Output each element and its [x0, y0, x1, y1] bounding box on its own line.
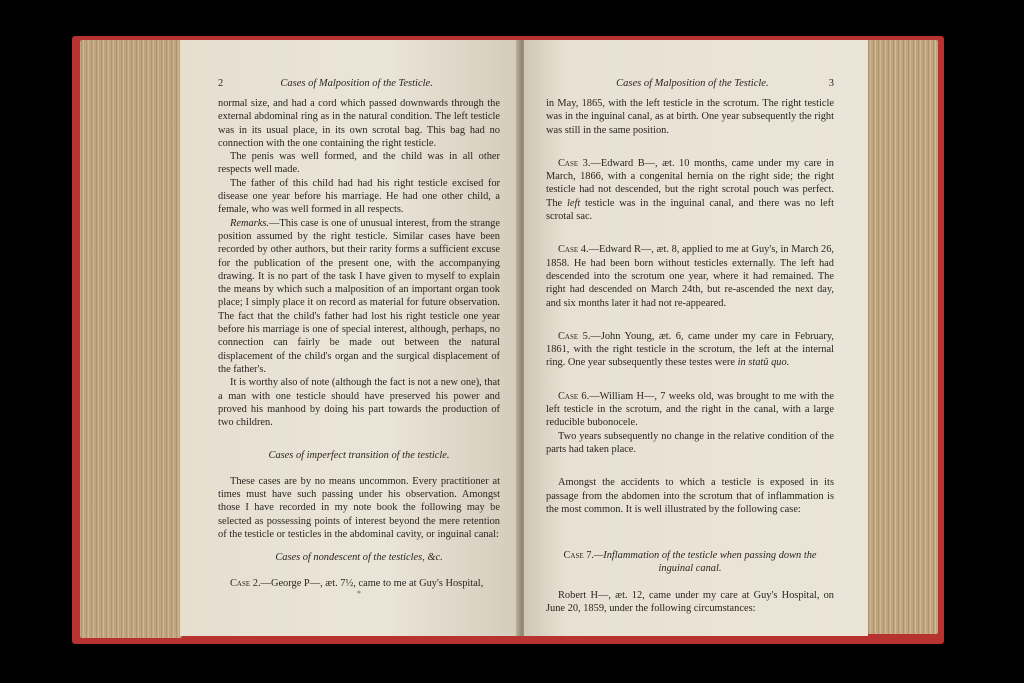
right-running-title: Cases of Malposition of the Testicle. — [616, 78, 769, 89]
case-paragraph — [546, 330, 834, 370]
right-page-number: 3 — [828, 78, 834, 89]
case-title: —Inflammation of the testicle when passing down the inguinal canal. — [594, 550, 817, 575]
case-label: Case 7. — [563, 550, 594, 562]
paragraph: These cases are by no means uncommon. Every practitioner at times must have such passing under his observation. Amongst those I have recorded in my note book the following may be selected as possessing points of interest beyond the mere retention of the testicle or testicles in the abdominal cavity, or inguinal canal: — [218, 475, 500, 540]
case-text-italic: left — [566, 197, 581, 209]
paragraph: Two years subsequently no change in the relative condition of the parts had taken place. — [546, 430, 834, 455]
paragraph: The penis was well formed, and the child was in all other respects well made. — [218, 151, 500, 176]
case-paragraph — [546, 243, 834, 309]
right-page — [524, 40, 868, 636]
right-page-body — [546, 97, 834, 615]
remarks-paragraph — [218, 217, 500, 377]
case-label: Case 6. — [558, 390, 590, 402]
case-label: Case 4. — [558, 244, 589, 256]
remarks-lead: Remarks. — [230, 217, 269, 229]
case-text: —Edward B—, æt. 10 months, came under my care in March, 1866, with a congenital hernia on the right side; the right testicle had not descended, but the right scrotal pouch was perfect. The — [546, 157, 834, 209]
right-running-head — [546, 78, 834, 89]
case-text: —John Young, æt. 6, came under my care in February, 1861, with the right testicle in the scrotum, the left at the internal ring. One year subsequently these testes were — [546, 330, 834, 369]
left-running-head — [218, 78, 500, 89]
case-label: Case 3. — [558, 157, 591, 169]
signature-mark: * — [357, 588, 361, 598]
case-paragraph — [546, 390, 834, 430]
case-label: Case 5. — [558, 330, 591, 342]
page-edges-left — [80, 40, 182, 638]
left-page — [180, 40, 520, 636]
paragraph: The father of this child had had his right testicle excised for disease one year before his marriage. He had one other child, a female, who was well formed in all respects. — [218, 177, 500, 216]
case-paragraph — [218, 577, 500, 590]
paragraph: in May, 1865, with the left testicle in the scrotum. The right testicle was in the inguinal canal, as at birth. One year subsequently the right was still in the same position. — [546, 98, 834, 136]
case-text: —George P—, æt. 7½, came to me at Guy's Hospital, — [260, 577, 484, 589]
case-text-italic: in statû quo. — [737, 357, 790, 369]
case-text: testicle was in the inguinal canal, and there was no left scrotal sac. — [546, 197, 834, 223]
paragraph: Robert H—, æt. 12, came under my care at Guy's Hospital, on June 20, 1859, under the following circumstances: — [546, 589, 834, 615]
left-page-body — [218, 97, 500, 598]
left-page-number: 2 — [218, 78, 224, 89]
section-heading: Cases of nondescent of the testicles, &c. — [275, 552, 443, 564]
section-heading: Cases of imperfect transition of the testicle. — [268, 450, 450, 462]
remarks-text: —This case is one of unusual interest, from the strange position assumed by the right testicle. Similar cases have been recorded by other authors, but their rarity forms a sufficient excuse for the publication of the present one, with the accompanying drawing. It is no part of the task I have given to myself to explain the means by which such a malposition of an important organ took place; I simply place it on record as material for future observation. The fact that the child's father had lost his right testicle one year before his marriage is one of special interest, although, perhaps, no connection can fairly be made out between the natural displacement of the child's organ and the surgical displacement of the father's. — [218, 217, 500, 375]
case-text: —Edward R—, æt. 8, applied to me at Guy's, in March 26, 1858. He had been born without testicles externally. The left had descended into the scrotum one year, where it had remained. The right had descended on March 24th, but re-ascended the next day, and six months later it had not re-appeared. — [546, 244, 834, 309]
page-edges-right — [862, 40, 938, 634]
case-paragraph — [546, 157, 834, 223]
case-heading — [546, 549, 834, 576]
paragraph: It is worthy also of note (although the fact is not a new one), that a man with one testicle should have preserved his power and proved his manhood by doing his part towards the production of two children. — [218, 377, 500, 429]
case-label: Case 2. — [230, 577, 261, 589]
case-text: —William H—, 7 weeks old, was brought to me with the left testicle in the scrotum, and the right in the canal, with a large reducible bubonocele. — [546, 390, 834, 429]
paragraph: Amongst the accidents to which a testicle is exposed in its passage from the abdomen into the scrotum that of inflammation is the most common. It is well illustrated by the following case: — [546, 477, 834, 515]
paragraph: normal size, and had a cord which passed downwards through the external abdominal ring as in the natural condition. The left testicle was in its usual place, in its own scrotal bag. This bag had no connection with the one containing the right testicle. — [218, 98, 500, 149]
left-running-title: Cases of Malposition of the Testicle. — [280, 78, 433, 89]
